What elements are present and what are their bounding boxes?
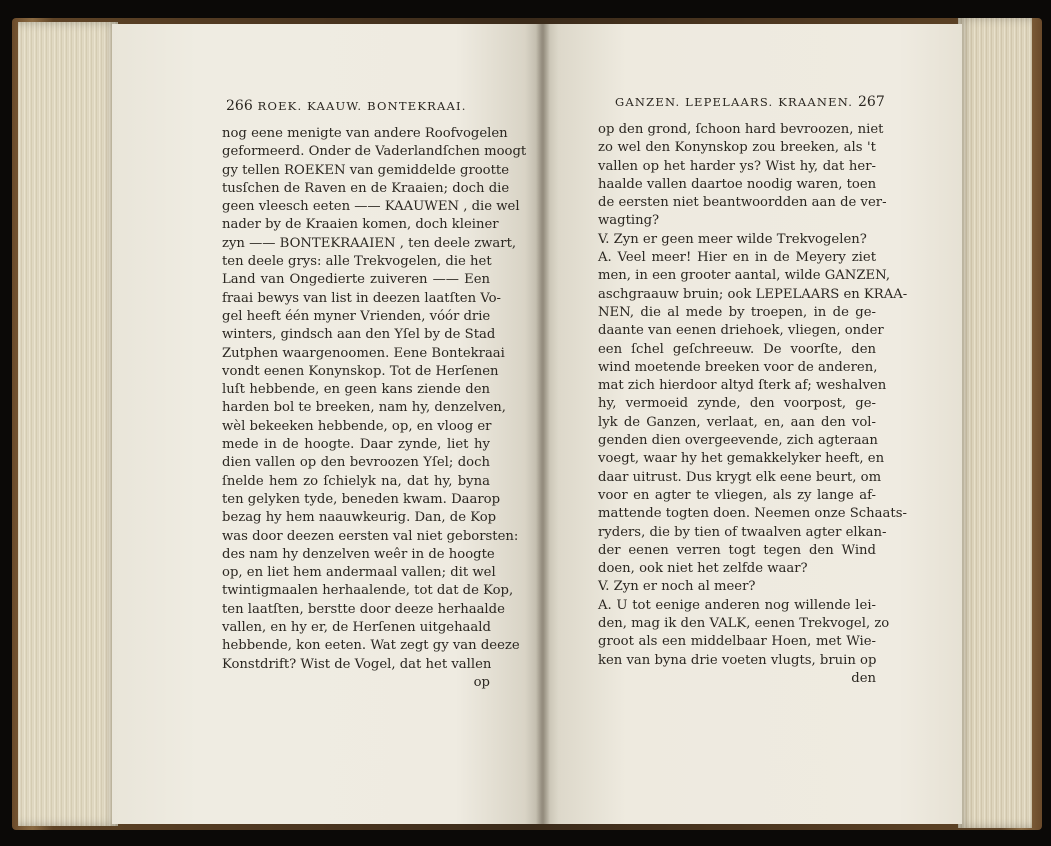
left-page-text: [222, 125, 527, 692]
text-line: mede in de hoogte. Daar zynde, liet hy: [222, 437, 490, 453]
text-line: Zutphen waargenoomen. Eene Bontekraai: [222, 345, 505, 361]
text-line: geformeerd. Onder de Vaderlandſchen moogt: [222, 144, 527, 160]
right-page-text: [598, 121, 908, 688]
catchword: op: [473, 674, 490, 690]
text-line: ſnelde hem zo ſchielyk na, dat hy, byna: [222, 473, 490, 489]
text-line: daante van eenen driehoek, vliegen, onder: [598, 323, 884, 339]
text-line: de eersten niet beantwoordden aan de ver-: [598, 195, 887, 211]
text-line: doen, ook niet het zelfde waar?: [598, 561, 808, 577]
right-page-header: [615, 94, 885, 110]
text-line: Land van Ongedierte zuiveren —— Een: [222, 272, 490, 288]
text-line: NEN, die al mede by troepen, in de ge-: [598, 304, 876, 320]
text-line: hy, vermoeid zynde, den voorpost, ge-: [598, 396, 876, 412]
text-line: wagting?: [598, 213, 660, 229]
text-line: dien vallen op den bevroozen Yſel; doch: [222, 455, 490, 471]
left-page-edges: [18, 22, 118, 826]
text-line: vallen op het harder ys? Wist hy, dat her-: [598, 158, 876, 174]
text-line: ken van byna drie voeten vlugts, bruin op: [598, 652, 877, 668]
text-line: ten gelyken tyde, beneden kwam. Daarop: [222, 491, 501, 507]
text-line: winters, gindsch aan den Yſel by de Stad: [222, 327, 496, 343]
book-gutter: [536, 24, 550, 824]
text-line: mat zich hierdoor altyd ſterk af; weshalven: [598, 378, 887, 394]
text-line: zyn —— BONTEKRAAIEN , ten deele zwart,: [222, 235, 517, 251]
text-line: groot als een middelbaar Hoen, met Wie-: [598, 634, 876, 650]
text-line: ten laatſten, berstte door deeze herhaalde: [222, 601, 505, 617]
text-line: een ſchel geſchreeuw. De voorſte, den: [598, 341, 876, 357]
text-line: der eenen verren togt tegen den Wind: [598, 542, 876, 558]
text-line: op den grond, ſchoon hard bevroozen, niet: [598, 122, 884, 137]
text-line: geen vleesch eeten —— KAAUWEN , die wel: [222, 199, 520, 215]
text-line: nader by de Kraaien komen, doch kleiner: [222, 217, 499, 233]
text-line: voegt, waar hy het gemakkelyker heeft, en: [598, 451, 885, 467]
text-line: gy tellen ROEKEN van gemiddelde grootte: [222, 162, 510, 178]
text-line: V. Zyn er geen meer wilde Trekvogelen?: [598, 231, 867, 247]
text-line: wind moetende breeken voor de anderen,: [598, 359, 878, 375]
text-line: mattende togten doen. Neemen onze Schaats-: [598, 506, 907, 522]
text-line: luſt hebbende, en geen kans ziende den: [222, 382, 490, 398]
text-line: twintigmaalen herhaalende, tot dat de Kop,: [222, 583, 514, 599]
text-line: des nam hy denzelven weêr in de hoogte: [222, 546, 495, 562]
text-line: zo wel den Konynskop zou breeken, als 't: [598, 140, 876, 156]
text-line: vallen, en hy er, de Herſenen uitgehaald: [222, 620, 491, 636]
text-line: genden dien overgeevende, zich agteraan: [598, 433, 878, 449]
text-line: fraai bewys van list in deezen laatſten Vo-: [222, 290, 501, 306]
text-line: lyk de Ganzen, verlaat, en, aan den vol-: [598, 414, 876, 430]
text-line: was door deezen eersten val niet geborsten:: [222, 528, 519, 544]
catchword: den: [851, 670, 876, 686]
left-page-number: 266: [226, 98, 253, 114]
text-line: nog eene menigte van andere Roofvogelen: [222, 126, 508, 141]
text-line: harden bol te breeken, nam hy, denzelven,: [222, 400, 506, 416]
left-running-head: ROEK. KAAUW. BONTEKRAAI.: [257, 99, 467, 113]
text-line: daar uitrust. Dus krygt elk eene beurt, om: [598, 469, 882, 485]
text-line: aschgraauw bruin; ook LEPELAARS en KRAA-: [598, 286, 908, 302]
text-line: V. Zyn er noch al meer?: [598, 579, 756, 595]
text-line: tusſchen de Raven en de Kraaien; doch die: [222, 180, 510, 196]
text-line: A. U tot eenige anderen nog willende lei-: [598, 597, 876, 613]
text-line: vondt eenen Konynskop. Tot de Herſenen: [222, 363, 499, 379]
text-line: bezag hy hem naauwkeurig. Dan, de Kop: [222, 510, 497, 526]
text-line: men, in een grooter aantal, wilde GANZEN,: [598, 268, 891, 284]
text-line: ten deele grys: alle Trekvogelen, die het: [222, 254, 492, 270]
text-line: A. Veel meer! Hier en in de Meyery ziet: [598, 250, 876, 266]
text-line: den, mag ik den VALK, eenen Trekvogel, zo: [598, 616, 890, 632]
right-page-number: 267: [858, 94, 885, 110]
text-line: haalde vallen daartoe noodig waren, toen: [598, 176, 877, 192]
text-line: voor en agter te vliegen, als zy lange af-: [598, 487, 876, 503]
right-running-head: GANZEN. LEPELAARS. KRAANEN.: [615, 95, 854, 109]
text-line: wèl bekeeken hebbende, op, en vloog er: [222, 418, 492, 434]
text-line: ryders, die by tien of twaalven agter elkan-: [598, 524, 887, 540]
text-line: Konstdrift? Wist de Vogel, dat het vallen: [222, 656, 492, 672]
text-line: op, en liet hem andermaal vallen; dit wel: [222, 565, 496, 581]
text-line: gel heeft één myner Vrienden, vóór drie: [222, 308, 491, 324]
right-page-edges: [958, 18, 1032, 828]
left-page-header: [226, 98, 467, 114]
text-line: hebbende, kon eeten. Wat zegt gy van deeze: [222, 638, 520, 654]
